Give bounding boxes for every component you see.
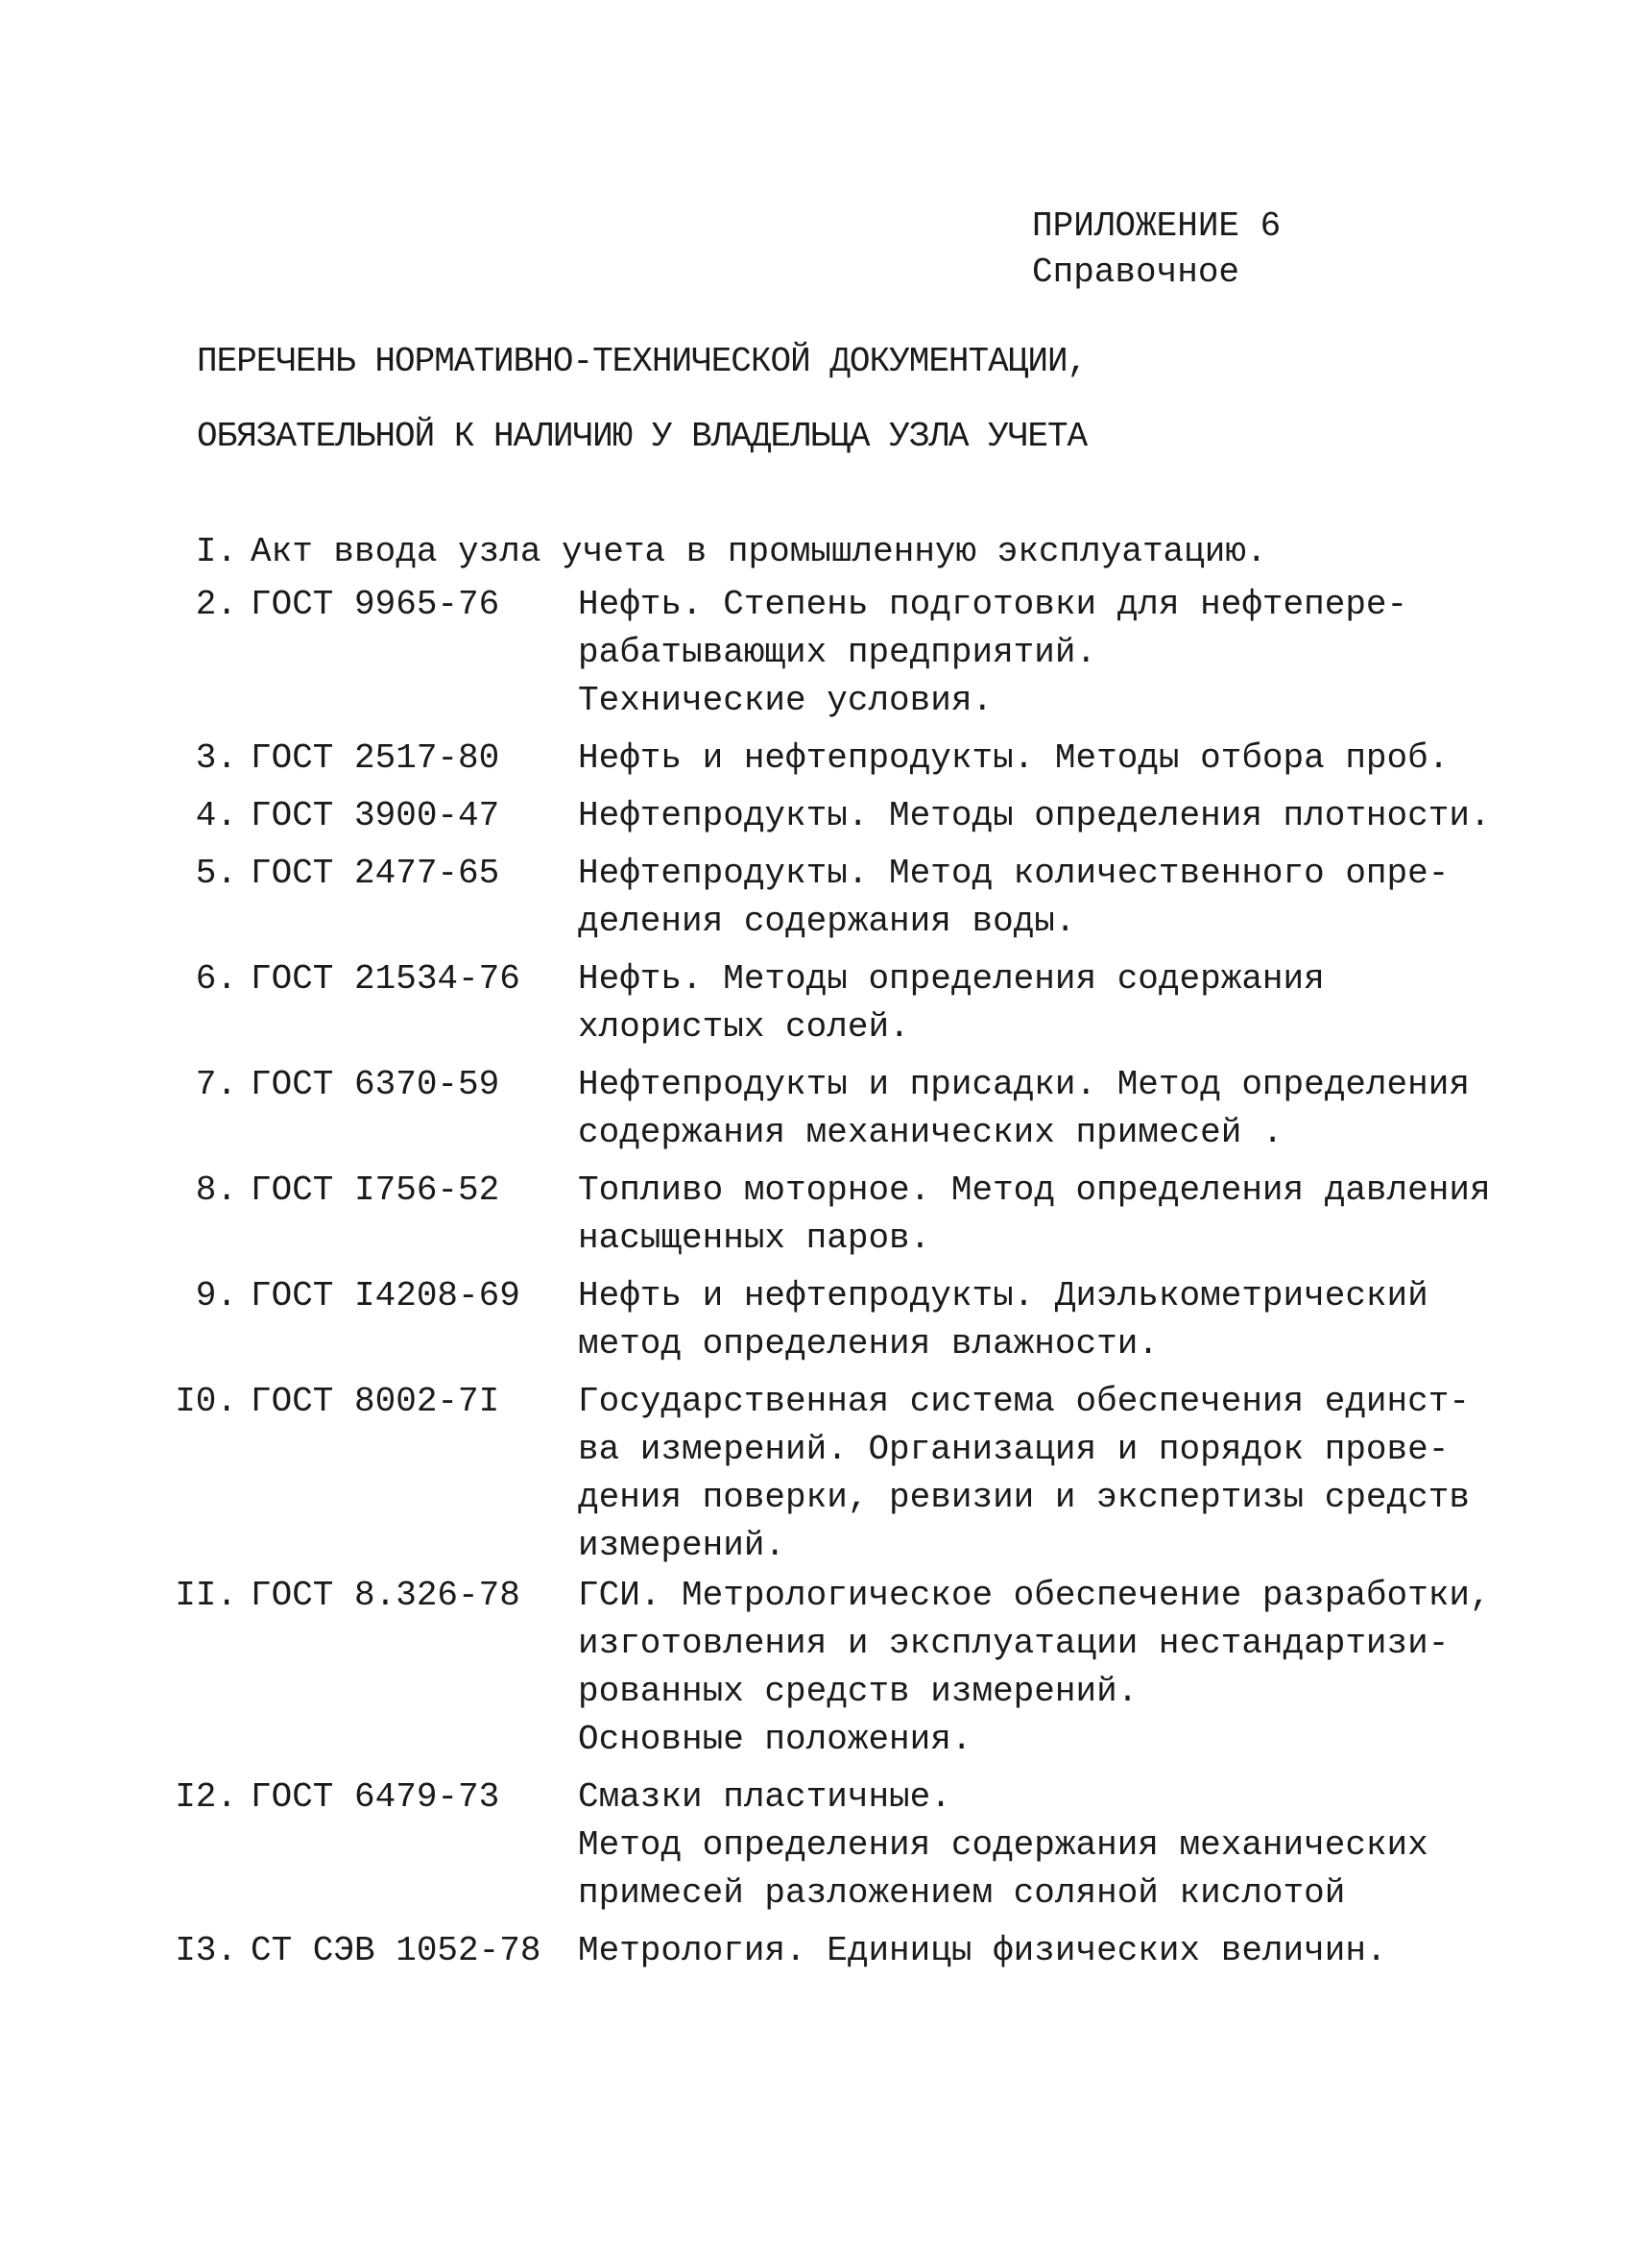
list-item bbox=[0, 1378, 1632, 1570]
title-line: Нефтепродукты. Методы определения плотности. bbox=[578, 796, 1491, 835]
title-line: ГСИ. Метрологическое обеспечение разработки, bbox=[578, 1576, 1491, 1615]
item-number: 2. bbox=[195, 585, 237, 624]
title-line: Нефть и нефтепродукты. Диэлькометрический bbox=[578, 1276, 1428, 1315]
standard-code: ГОСТ 6370-59 bbox=[251, 1065, 500, 1104]
list-item bbox=[0, 1572, 1632, 1764]
standard-code: ГОСТ 8002-7I bbox=[251, 1382, 500, 1421]
standard-code: ГОСТ 6479-73 bbox=[251, 1777, 500, 1817]
standard-title bbox=[578, 955, 1490, 1051]
title-line: Основные положения. bbox=[578, 1720, 972, 1759]
title-line: Метрология. Единицы физических величин. bbox=[578, 1931, 1387, 1970]
standard-title bbox=[578, 792, 1490, 840]
title-line: рабатывающих предприятий. bbox=[578, 633, 1097, 672]
title-line: деления содержания воды. bbox=[578, 902, 1076, 941]
title-line: Смазки пластичные. bbox=[578, 1777, 951, 1817]
item-number: 5. bbox=[195, 854, 237, 893]
item-number: I3. bbox=[175, 1931, 237, 1970]
list-item bbox=[0, 1272, 1632, 1368]
title-line: Нефть и нефтепродукты. Методы отбора проб. bbox=[578, 738, 1450, 778]
standard-code: ГОСТ 2477-65 bbox=[251, 854, 500, 893]
standard-code: СТ СЭВ 1052-78 bbox=[251, 1931, 541, 1970]
list-item bbox=[0, 1167, 1632, 1263]
item-text: Акт ввода узла учета в промышленную эксплуатацию. bbox=[251, 532, 1267, 571]
item-number: 9. bbox=[195, 1276, 237, 1315]
list-item bbox=[0, 792, 1632, 840]
standard-title bbox=[578, 735, 1490, 783]
document-title bbox=[197, 325, 1087, 474]
title-line: содержания механических примесей . bbox=[578, 1113, 1284, 1152]
title-line-1: ПЕРЕЧЕНЬ НОРМАТИВНО-ТЕХНИЧЕСКОЙ ДОКУМЕНТАЦИИ, bbox=[197, 342, 1088, 381]
title-line: Нефть. Методы определения содержания bbox=[578, 959, 1325, 999]
item-number: 6. bbox=[195, 959, 237, 999]
item-number: 7. bbox=[195, 1065, 237, 1104]
standard-title bbox=[578, 1927, 1490, 1975]
item-number: 8. bbox=[195, 1170, 237, 1210]
item-number: I. bbox=[195, 532, 237, 571]
list-item bbox=[0, 1773, 1632, 1918]
title-line-2: ОБЯЗАТЕЛЬНОЙ К НАЛИЧИЮ У ВЛАДЕЛЬЦА УЗЛА УЧЕТА bbox=[197, 417, 1088, 456]
item-number: 4. bbox=[195, 796, 237, 835]
title-line: ва измерений. Организация и порядок прове- bbox=[578, 1430, 1450, 1469]
document-list bbox=[0, 519, 1632, 1975]
standard-title bbox=[578, 1061, 1490, 1157]
appendix-type: Справочное bbox=[1032, 253, 1240, 292]
standard-title bbox=[578, 1378, 1490, 1570]
list-item bbox=[0, 850, 1632, 946]
list-item bbox=[0, 1061, 1632, 1157]
standard-code: ГОСТ 8.326-78 bbox=[251, 1576, 520, 1615]
standard-title bbox=[578, 1167, 1490, 1263]
standard-title bbox=[578, 1773, 1490, 1918]
standard-title bbox=[578, 1272, 1490, 1368]
title-line: рованных средств измерений. bbox=[578, 1672, 1139, 1711]
title-line: Нефть. Степень подготовки для нефтепере- bbox=[578, 585, 1408, 624]
title-line: изготовления и эксплуатации нестандартизи- bbox=[578, 1624, 1450, 1663]
standard-title bbox=[578, 581, 1490, 725]
standard-code: ГОСТ 9965-76 bbox=[251, 585, 500, 624]
item-number: I2. bbox=[175, 1777, 237, 1817]
standard-title bbox=[578, 1572, 1490, 1764]
title-line: насыщенных паров. bbox=[578, 1218, 931, 1258]
title-line: примесей разложением соляной кислотой bbox=[578, 1873, 1346, 1913]
title-line: Топливо моторное. Метод определения давления bbox=[578, 1170, 1491, 1210]
title-line: Нефтепродукты и присадки. Метод определения bbox=[578, 1065, 1470, 1104]
list-item bbox=[0, 735, 1632, 783]
title-line: Государственная система обеспечения единст- bbox=[578, 1382, 1470, 1421]
standard-title bbox=[578, 850, 1490, 946]
list-item bbox=[0, 1927, 1632, 1975]
title-line: Метод определения содержания механических bbox=[578, 1825, 1428, 1865]
standard-code: ГОСТ I756-52 bbox=[251, 1170, 500, 1210]
appendix-header bbox=[1032, 204, 1281, 296]
title-line: Нефтепродукты. Метод количественного опре- bbox=[578, 854, 1450, 893]
title-line: метод определения влажности. bbox=[578, 1324, 1159, 1363]
list-item bbox=[0, 528, 1632, 576]
standard-code: ГОСТ I4208-69 bbox=[251, 1276, 520, 1315]
title-line: хлористых солей. bbox=[578, 1007, 910, 1047]
standard-code: ГОСТ 21534-76 bbox=[251, 959, 520, 999]
standard-code: ГОСТ 2517-80 bbox=[251, 738, 500, 778]
title-line: Технические условия. bbox=[578, 681, 994, 720]
list-item bbox=[0, 581, 1632, 725]
title-line: измерений. bbox=[578, 1526, 786, 1565]
item-number: II. bbox=[175, 1576, 237, 1615]
appendix-label: ПРИЛОЖЕНИЕ 6 bbox=[1032, 206, 1282, 246]
item-number: 3. bbox=[195, 738, 237, 778]
title-line: дения поверки, ревизии и экспертизы средств bbox=[578, 1478, 1470, 1517]
standard-code: ГОСТ 3900-47 bbox=[251, 796, 500, 835]
item-number: I0. bbox=[175, 1382, 237, 1421]
list-item bbox=[0, 955, 1632, 1051]
